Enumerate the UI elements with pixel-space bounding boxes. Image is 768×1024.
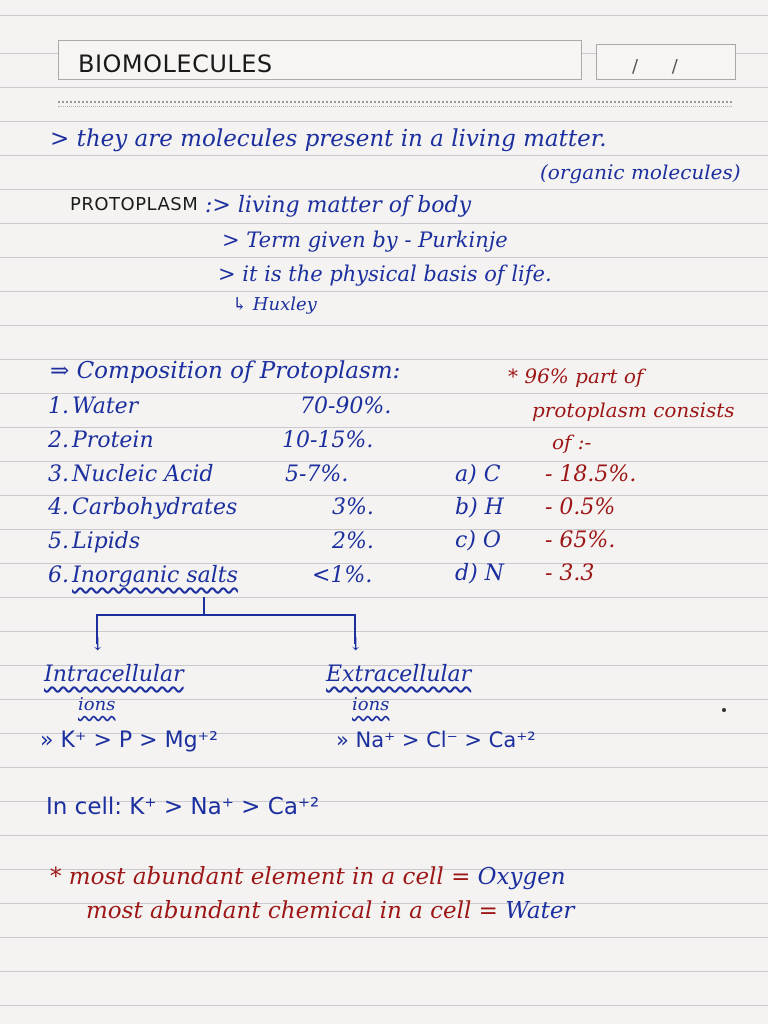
in-cell-order: In cell: K⁺ > Na⁺ > Ca⁺² <box>46 794 320 820</box>
element-value-o: - 65%. <box>545 528 616 553</box>
composition-num-4: 4. <box>48 495 69 520</box>
intro-line2: (organic molecules) <box>540 160 741 184</box>
fact-line2 <box>86 900 574 923</box>
branch-bar <box>96 614 356 616</box>
composition-num-6: 6. <box>48 563 69 588</box>
composition-name-4: Carbohydrates <box>72 495 238 520</box>
intracellular-label: Intracellular <box>44 662 184 687</box>
header-divider <box>58 101 732 103</box>
composition-value-4: 3%. <box>332 495 374 520</box>
fact-line1-answer: Oxygen <box>477 864 566 890</box>
element-value-c: - 18.5%. <box>545 462 637 487</box>
fact-line2-answer: Water <box>505 898 575 924</box>
extracellular-label: Extracellular <box>326 662 472 687</box>
element-label-n: d) N <box>455 561 504 586</box>
element-value-h: - 0.5% <box>545 495 616 520</box>
arrow-down-icon: ↓ <box>90 634 106 655</box>
header-divider-2 <box>58 106 732 107</box>
element-label-c: a) C <box>455 462 501 487</box>
page-title: BIOMOLECULES <box>78 50 273 78</box>
composition-value-6: <1%. <box>312 563 373 588</box>
elements-note-line3: of :- <box>552 430 592 454</box>
element-label-o: c) O <box>455 528 501 553</box>
branch-stem <box>203 597 205 615</box>
intracellular-sub: ions <box>78 694 116 715</box>
composition-num-2: 2. <box>48 428 69 453</box>
composition-name-6: Inorganic salts <box>72 563 238 588</box>
protoplasm-def1: :> living matter of body <box>205 193 472 218</box>
composition-num-1: 1. <box>48 394 69 419</box>
composition-num-3: 3. <box>48 462 69 487</box>
composition-name-1: Water <box>72 394 139 419</box>
arrow-down-icon: ↓ <box>348 634 364 655</box>
protoplasm-def2: > Term given by - Purkinje <box>222 228 508 252</box>
protoplasm-def4: ↳ Huxley <box>232 294 317 315</box>
element-label-h: b) H <box>455 495 504 520</box>
composition-name-5: Lipids <box>72 529 141 554</box>
composition-heading: ⇒ Composition of Protoplasm: <box>50 358 401 384</box>
fact-line1 <box>50 866 566 889</box>
composition-value-1: 70-90%. <box>300 394 392 419</box>
fact-line2-text: most abundant chemical in a cell = <box>86 898 506 924</box>
intro-line1: > they are molecules present in a living matter. <box>50 126 607 152</box>
composition-value-5: 2%. <box>332 529 374 554</box>
protoplasm-label: PROTOPLASM <box>70 194 199 215</box>
composition-num-5: 5. <box>48 529 69 554</box>
intracellular-order: » K⁺ > P > Mg⁺² <box>40 728 218 753</box>
date-marks: / / <box>632 56 678 77</box>
composition-value-3: 5-7%. <box>285 462 349 487</box>
extracellular-sub: ions <box>352 694 390 715</box>
elements-note-line2: protoplasm consists <box>532 398 735 422</box>
composition-name-3: Nucleic Acid <box>72 462 214 487</box>
page-dot <box>722 708 726 712</box>
fact-line1-text: * most abundant element in a cell = <box>50 864 478 890</box>
extracellular-order: » Na⁺ > Cl⁻ > Ca⁺² <box>336 728 536 752</box>
elements-note-line1: * 96% part of <box>508 364 644 388</box>
protoplasm-def3: > it is the physical basis of life. <box>218 262 552 286</box>
composition-name-2: Protein <box>72 428 154 453</box>
composition-value-2: 10-15%. <box>282 428 374 453</box>
element-value-n: - 3.3 <box>545 561 595 586</box>
